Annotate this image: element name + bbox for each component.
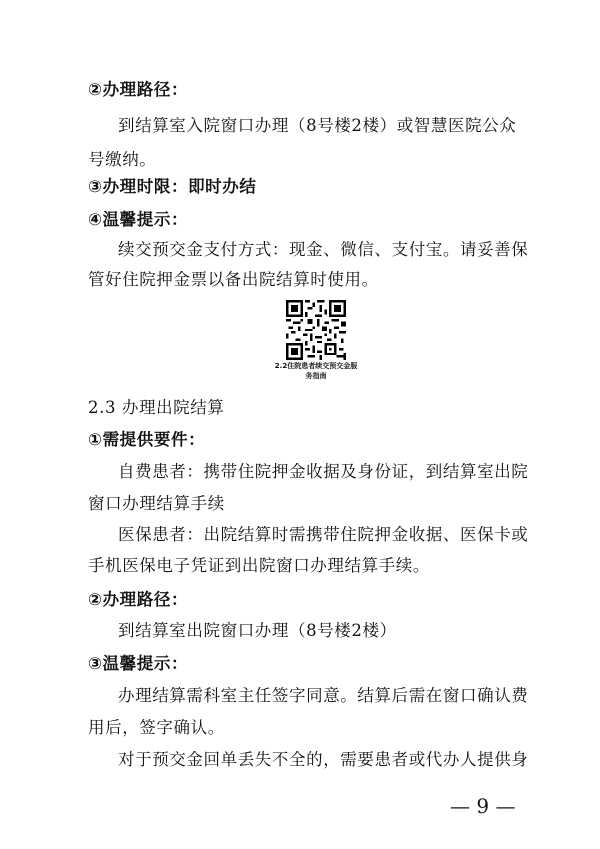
tips-text-line-1: 续交预交金支付方式：现金、微信、支付宝。请妥善保 <box>118 240 529 259</box>
section-title: 2.3 办理出院结算 <box>88 398 225 417</box>
time-limit: ③办理时限：即时办结 <box>88 177 257 196</box>
route-text-line-1: 到结算室入院窗口办理（8号楼2楼）或智慧医院公众 <box>118 116 517 135</box>
qr-code <box>286 300 346 360</box>
qr-caption-line-1: 2.2住院患者续交预交金服 <box>274 362 358 370</box>
insured-line-1: 医保患者：出院结算时需携带住院押金收据、医保卡或 <box>118 525 529 544</box>
self-pay-line-2: 窗口办理结算手续 <box>88 494 225 513</box>
discharge-tips-heading: ③温馨提示： <box>88 654 189 673</box>
discharge-tips-line-1: 办理结算需科室主任签字同意。结算后需在窗口确认费 <box>118 686 529 705</box>
route-text-line-2: 号缴纳。 <box>88 150 157 169</box>
qr-code-image <box>286 300 346 360</box>
page-number: — 9 — <box>450 794 516 818</box>
insured-line-2: 手机医保电子凭证到出院窗口办理结算手续。 <box>88 556 430 575</box>
route-heading: ②办理路径： <box>88 80 189 99</box>
requirements-heading: ①需提供要件： <box>88 430 206 449</box>
qr-caption-line-2: 务指南 <box>305 372 327 380</box>
discharge-route-text: 到结算室出院窗口办理（8号楼2楼） <box>118 621 397 640</box>
discharge-tips-line-2: 用后，签字确认。 <box>88 718 225 737</box>
tips-text-line-2: 管好住院押金票以备出院结算时使用。 <box>88 270 379 289</box>
self-pay-line-1: 自费患者：携带住院押金收据及身份证，到结算室出院 <box>118 462 529 481</box>
discharge-tips-line-3: 对于预交金回单丢失不全的，需要患者或代办人提供身 <box>118 750 529 769</box>
discharge-route-heading: ②办理路径： <box>88 590 189 609</box>
tips-heading: ④温馨提示： <box>88 210 189 229</box>
